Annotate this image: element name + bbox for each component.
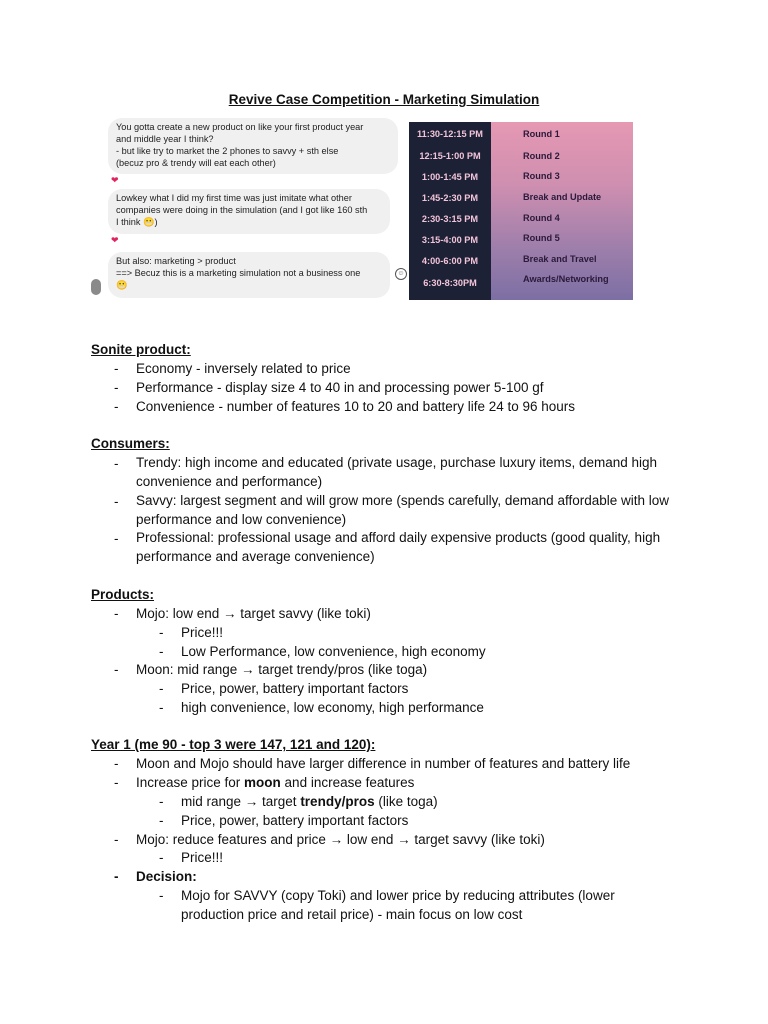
bullet-dash: - xyxy=(114,399,119,414)
schedule-event: Round 4 xyxy=(523,213,560,223)
schedule-event: Break and Travel xyxy=(523,254,597,264)
bullet-dash: - xyxy=(159,888,164,903)
bullet-dash: - xyxy=(114,775,119,790)
bullet-dash: - xyxy=(114,456,119,471)
schedule-event: Round 5 xyxy=(523,233,560,243)
chat-message: You gotta create a new product on like your first product year and middle year I think? - but like try to market the 2 phones to savvy + sth else (becuz pro & trendy will eat each other) xyxy=(108,118,398,174)
schedule-time: 12:15-1:00 PM xyxy=(419,151,481,161)
list-item: Mojo: low end → target savvy (like toki) xyxy=(136,606,371,621)
schedule-time-column xyxy=(409,122,491,300)
section-heading-products: Products: xyxy=(91,587,155,602)
list-subitem: Price, power, battery important factors xyxy=(181,813,409,828)
bullet-dash: - xyxy=(159,681,164,696)
schedule-event: Round 1 xyxy=(523,129,560,139)
schedule-time: 11:30-12:15 PM xyxy=(417,129,483,139)
list-subitem: Price, power, battery important factors xyxy=(181,681,409,696)
avatar xyxy=(91,279,101,295)
section-heading-sonite: Sonite product: xyxy=(91,342,191,357)
bullet-dash: - xyxy=(114,869,119,884)
bullet-dash: - xyxy=(114,494,119,509)
decision-label: Decision: xyxy=(136,869,197,884)
heart-icon: ❤ xyxy=(111,235,119,245)
bullet-dash: - xyxy=(114,756,119,771)
chat-message: But also: marketing > product ==> Becuz this is a marketing simulation not a business one 😬 xyxy=(108,252,390,298)
schedule-time: 2:30-3:15 PM xyxy=(421,214,479,224)
bullet-dash: - xyxy=(114,662,119,677)
schedule-image xyxy=(409,122,633,300)
section-heading-consumers: Consumers: xyxy=(91,436,170,451)
smiley-icon: ☺ xyxy=(395,268,407,280)
schedule-time: 6:30-8:30PM xyxy=(423,278,477,288)
bullet-dash: - xyxy=(159,644,164,659)
chat-message: Lowkey what I did my first time was just imitate what other companies were doing in the simulation (and I got like 160 sth I think 😬) xyxy=(108,189,390,234)
bullet-dash: - xyxy=(114,531,119,546)
schedule-event: Round 3 xyxy=(523,171,560,181)
schedule-time: 1:45-2:30 PM xyxy=(421,193,479,203)
schedule-time: 3:15-4:00 PM xyxy=(421,235,479,245)
list-subitem: Mojo for SAVVY (copy Toki) and lower price by reducing attributes (lower production price and retail price) - main focus on low cost xyxy=(181,888,615,922)
list-item: Trendy: high income and educated (private usage, purchase luxury items, demand high convenience and performance) xyxy=(136,455,658,489)
list-item: Mojo: reduce features and price → low end → target savvy (like toki) xyxy=(136,832,545,847)
bullet-dash: - xyxy=(114,832,119,847)
bullet-dash: - xyxy=(114,361,119,376)
list-item: Savvy: largest segment and will grow more (spends carefully, demand affordable with low performance and low convenience) xyxy=(136,493,670,527)
list-item: Professional: professional usage and afford daily expensive products (good quality, high performance and average convenience) xyxy=(136,530,661,564)
list-item: Moon and Mojo should have larger difference in number of features and battery life xyxy=(136,756,631,771)
list-item: Performance - display size 4 to 40 in and processing power 5-100 gf xyxy=(136,380,544,395)
list-item: Convenience - number of features 10 to 20 and battery life 24 to 96 hours xyxy=(136,399,576,414)
list-item: Economy - inversely related to price xyxy=(136,361,351,376)
schedule-time: 1:00-1:45 PM xyxy=(421,172,479,182)
list-subitem: high convenience, low economy, high performance xyxy=(181,700,484,715)
list-subitem: Price!!! xyxy=(181,625,224,640)
bullet-dash: - xyxy=(114,606,119,621)
bullet-dash: - xyxy=(159,850,164,865)
schedule-time: 4:00-6:00 PM xyxy=(421,256,479,266)
list-subitem: Price!!! xyxy=(181,850,224,865)
list-item: Moon: mid range → target trendy/pros (like toga) xyxy=(136,662,428,677)
schedule-event: Awards/Networking xyxy=(523,274,609,284)
bullet-dash: - xyxy=(159,813,164,828)
bullet-dash: - xyxy=(114,380,119,395)
schedule-event: Round 2 xyxy=(523,151,560,161)
list-item: Increase price for moon and increase features xyxy=(136,775,415,790)
bullet-dash: - xyxy=(159,625,164,640)
list-subitem: Low Performance, low convenience, high economy xyxy=(181,644,486,659)
heart-icon: ❤ xyxy=(111,175,119,185)
page-title: Revive Case Competition - Marketing Simulation xyxy=(228,92,540,107)
list-subitem: mid range → target trendy/pros (like toga) xyxy=(181,794,438,809)
bullet-dash: - xyxy=(159,794,164,809)
chat-screenshot xyxy=(91,115,409,300)
schedule-event: Break and Update xyxy=(523,192,602,202)
bullet-dash: - xyxy=(159,700,164,715)
section-heading-year1: Year 1 (me 90 - top 3 were 147, 121 and 120): xyxy=(91,737,376,752)
